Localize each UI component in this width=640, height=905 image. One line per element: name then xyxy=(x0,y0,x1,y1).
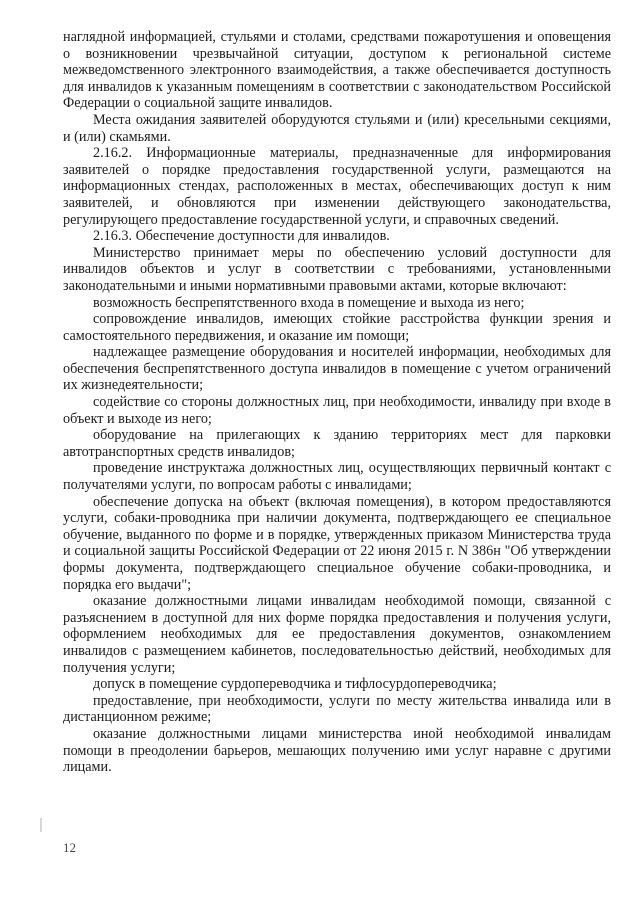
list-item-equipment-placement: надлежащее размещение оборудования и носителей информации, необходимых для обеспечения беспрепятственного доступа инвалидов в помещение с учетом ограничений их жизнедеятельности; xyxy=(63,344,611,394)
list-item-entrance: возможность беспрепятственного входа в помещение и выхода из него; xyxy=(93,294,525,311)
list-item-staff-briefing: проведение инструктажа должностных лиц, осуществляющих первичный контакт с получателями услуги, по вопросам работы с инвалидами; xyxy=(63,460,611,494)
list-item-barrier-help: оказание должностными лицами министерства иной необходимой инвалидам помощи в преодолении барьеров, мешающих получению ими услуг наравне с другими лицами. xyxy=(63,725,611,776)
list-item-official-assistance: содействие со стороны должностных лиц, при необходимости, инвалиду при входе в объект и выходе из него; xyxy=(63,394,611,427)
paragraph-waiting-areas: Места ожидания заявителей оборудуются стульями и (или) кресельными секциями, и (или) скамьями. xyxy=(63,111,611,145)
scan-artifact-mark xyxy=(40,818,42,832)
list-item-explanation-help: оказание должностными лицами инвалидам необходимой помощи, связанной с разъяснением в доступной для них форме порядка предоставления и получения услуги, оформлением необходимых для ее предоставления документов, ознакомлением инвалидов с размещением кабинетов, последовательностью действий, необходимых для получения услуги; xyxy=(63,593,611,676)
list-item-remote-service: предоставление, при необходимости, услуги по месту жительства инвалида или в дистанционном режиме; xyxy=(63,692,611,726)
list-item-parking: оборудование на прилегающих к зданию территориях мест для парковки автотранспортных средств инвалидов; xyxy=(63,427,611,460)
paragraph-2-16-3-heading: 2.16.3. Обеспечение доступности для инвалидов. xyxy=(93,228,390,245)
paragraph-continuation: наглядной информацией, стульями и столами, средствами пожаротушения и оповещения о возникновении чрезвычайной ситуации, доступом к региональной системе межведомственного электронного взаимодействия, а также обеспечивается доступность для инвалидов к указанным помещениям в соответствии с законодательством Российской Федерации о социальной защите инвалидов. xyxy=(63,29,611,112)
paragraph-ministry-measures: Министерство принимает меры по обеспечению условий доступности для инвалидов объектов и услуг в соответствии с требованиями, установленными законодательными и иными нормативными правовыми актами, которые включают: xyxy=(63,244,611,294)
page-number: 12 xyxy=(63,840,76,855)
list-item-guide-dog: обеспечение допуска на объект (включая помещения), в котором предоставляются услуги, собаки-проводника при наличии документа, подтверждающего ее специальное обучение, выданного по форме и в порядке, утвержденных приказом Министерства труда и социальной защиты Российской Федерации от 22 июня 2015 г. N 386н "Об утверждении формы документа, подтверждающего специальное обучение собаки-проводника, и порядка его выдачи"; xyxy=(63,493,611,593)
list-item-sign-interpreter: допуск в помещение сурдопереводчика и тифлосурдопереводчика; xyxy=(93,676,497,693)
list-item-escort: сопровождение инвалидов, имеющих стойкие расстройства функции зрения и самостоятельного передвижения, и оказание им помощи; xyxy=(63,311,611,344)
document-body xyxy=(63,29,611,776)
paragraph-2-16-2: 2.16.2. Информационные материалы, предназначенные для информирования заявителей о порядке предоставления государственной услуги, размещаются на информационных стендах, расположенных в местах, обеспечивающих доступ к ним заявителей, и обновляются при изменении действующего законодательства, регулирующего предоставление государственной услуги, и справочных сведений. xyxy=(63,145,611,228)
